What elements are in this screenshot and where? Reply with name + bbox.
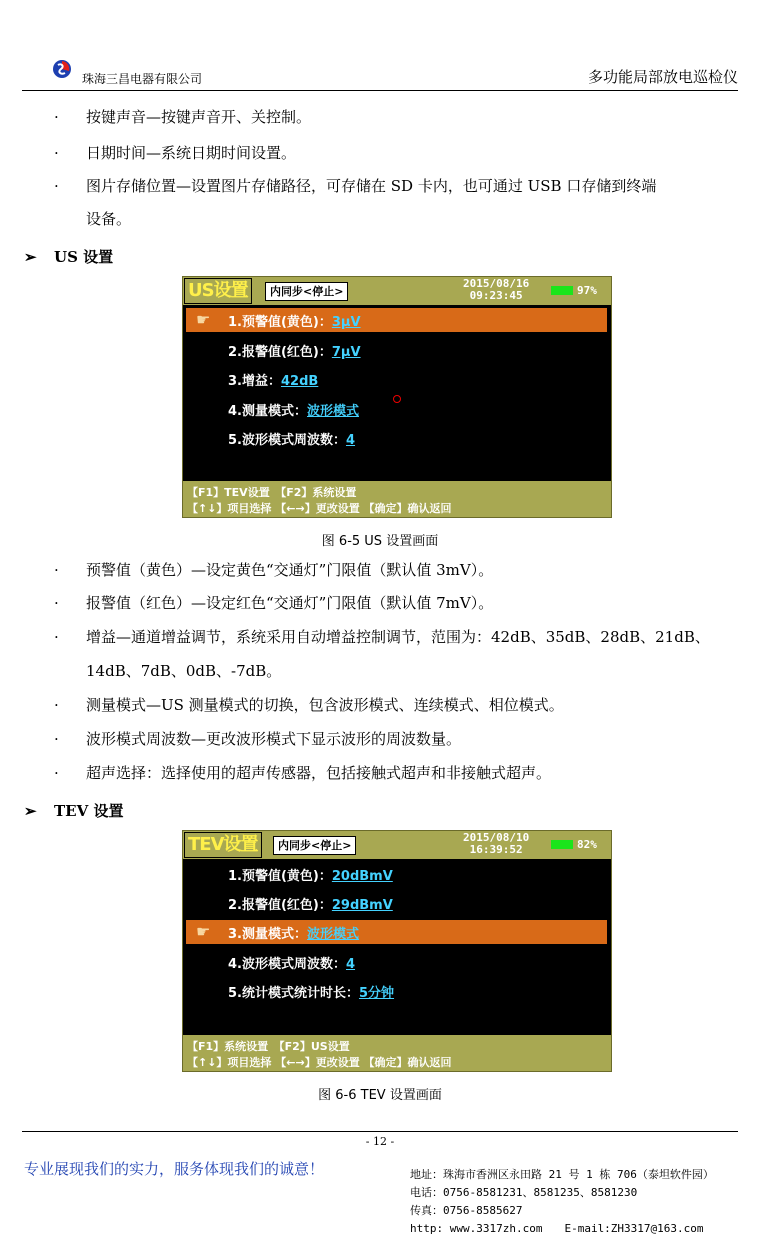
- bullet-text: 日期时间—系统日期时间设置。: [86, 144, 297, 162]
- bullet-text: 增益—通道增益调节，系统采用自动增益控制调节，范围为：42dB、35dB、28dB、21dB、: [86, 628, 710, 646]
- pointer-hand-icon: ☛: [196, 922, 211, 941]
- footer-divider: [22, 1131, 738, 1132]
- bullet-text: 图片存储位置—设置图片存储路径，可存储在 SD 卡内，也可通过 USB 口存储到终端: [86, 177, 657, 195]
- bullet-mark: ·: [54, 108, 59, 126]
- bullet-text: 测量模式—US 测量模式的切换，包含波形模式、连续模式、相位模式。: [86, 696, 564, 714]
- bullet-mark: ·: [54, 628, 59, 646]
- tev-settings-screen: [182, 830, 612, 1072]
- bullet-mark: ·: [54, 177, 59, 195]
- figure-caption: 图 6-5 US 设置画面: [321, 534, 439, 549]
- help-line-2: 【↑↓】项目选择 【←→】更改设置 【确定】确认返回: [187, 502, 452, 515]
- menu-item[interactable]: 5.统计模式统计时长：5分钟: [228, 986, 395, 1001]
- menu-item[interactable]: 3.增益：42dB: [228, 374, 319, 389]
- contact-address: 地址：珠海市香洲区永田路 21 号 1 栋 706（泰坦软件园）: [410, 1168, 714, 1181]
- battery-icon: [551, 286, 573, 295]
- arrow-bullet-icon: ➢: [24, 802, 37, 820]
- record-indicator-icon: [393, 395, 401, 403]
- menu-item[interactable]: 4.测量模式：波形模式: [228, 404, 359, 419]
- bullet-text-continuation: 14dB、7dB、0dB、-7dB。: [86, 662, 282, 680]
- screen-help-bar: [183, 1035, 611, 1071]
- bullet-mark: ·: [54, 696, 59, 714]
- bullet-text: 超声选择：选择使用的超声传感器，包括接触式超声和非接触式超声。: [86, 764, 552, 782]
- company-slogan: 专业展现我们的实力，服务体现我们的诚意！: [24, 1160, 325, 1178]
- bullet-text: 报警值（红色）—设定红色“交通灯”门限值（默认值 7mV）。: [86, 594, 494, 612]
- document-title: 多功能局部放电巡检仪: [587, 68, 738, 86]
- menu-item[interactable]: 4.波形模式周波数：4: [228, 957, 356, 972]
- bullet-text: 波形模式周波数—更改波形模式下显示波形的周波数量。: [86, 730, 462, 748]
- battery-percent: 97%: [577, 284, 597, 297]
- contact-web: http: www.3317zh.com E-mail:ZH3317@163.com: [410, 1222, 704, 1235]
- bullet-mark: ·: [54, 144, 59, 162]
- bullet-text-continuation: 设备。: [86, 210, 132, 228]
- menu-item[interactable]: 5.波形模式周波数：4: [228, 433, 356, 448]
- datetime: 2015/08/16 09:23:45: [463, 277, 530, 302]
- page-number: - 12 -: [365, 1135, 395, 1148]
- battery-percent: 82%: [577, 838, 597, 851]
- contact-phone: 电话：0756-8581231、8581235、8581230: [410, 1186, 638, 1199]
- section-heading-us: ➢ US 设置: [24, 248, 114, 266]
- screen-status-bar: [183, 277, 611, 305]
- menu-item[interactable]: ☛ 3.测量模式：波形模式: [186, 920, 607, 944]
- bullet-mark: ·: [54, 730, 59, 748]
- bullet-text: 预警值（黄色）—设定黄色“交通灯”门限值（默认值 3mV）。: [86, 561, 494, 579]
- datetime: 2015/08/10 16:39:52: [463, 831, 530, 856]
- menu-item[interactable]: ☛ 1.预警值(黄色)：3μV: [186, 308, 607, 332]
- page-header: [22, 56, 738, 91]
- help-line-1: 【F1】TEV设置 【F2】系统设置: [187, 486, 357, 499]
- company-name: 珠海三昌电器有限公司: [82, 72, 203, 86]
- section-heading-tev: ➢ TEV 设置: [24, 802, 124, 820]
- figure-caption: 图 6-6 TEV 设置画面: [318, 1088, 442, 1103]
- screen-help-bar: [183, 481, 611, 517]
- company-logo-icon: [52, 59, 72, 79]
- bullet-text: 按键声音—按键声音开、关控制。: [86, 108, 312, 126]
- menu-item[interactable]: 2.报警值(红色)：7μV: [228, 345, 361, 360]
- menu-item[interactable]: 2.报警值(红色)：29dBmV: [228, 898, 393, 913]
- battery-icon: [551, 840, 573, 849]
- sync-status: 内同步<停止>: [273, 836, 356, 855]
- bullet-mark: ·: [54, 764, 59, 782]
- arrow-bullet-icon: ➢: [24, 248, 37, 266]
- bullet-mark: ·: [54, 561, 59, 579]
- screen-title: TEV设置: [184, 832, 262, 858]
- bullet-mark: ·: [54, 594, 59, 612]
- sync-status: 内同步<停止>: [265, 282, 348, 301]
- pointer-hand-icon: ☛: [196, 310, 211, 329]
- screen-title: US设置: [184, 278, 252, 304]
- help-line-1: 【F1】系统设置 【F2】US设置: [187, 1040, 350, 1053]
- help-line-2: 【↑↓】项目选择 【←→】更改设置 【确定】确认返回: [187, 1056, 452, 1069]
- menu-item[interactable]: 1.预警值(黄色)：20dBmV: [228, 869, 393, 884]
- contact-fax: 传真：0756-8585627: [410, 1204, 523, 1217]
- screen-status-bar: [183, 831, 611, 859]
- us-settings-screen: [182, 276, 612, 518]
